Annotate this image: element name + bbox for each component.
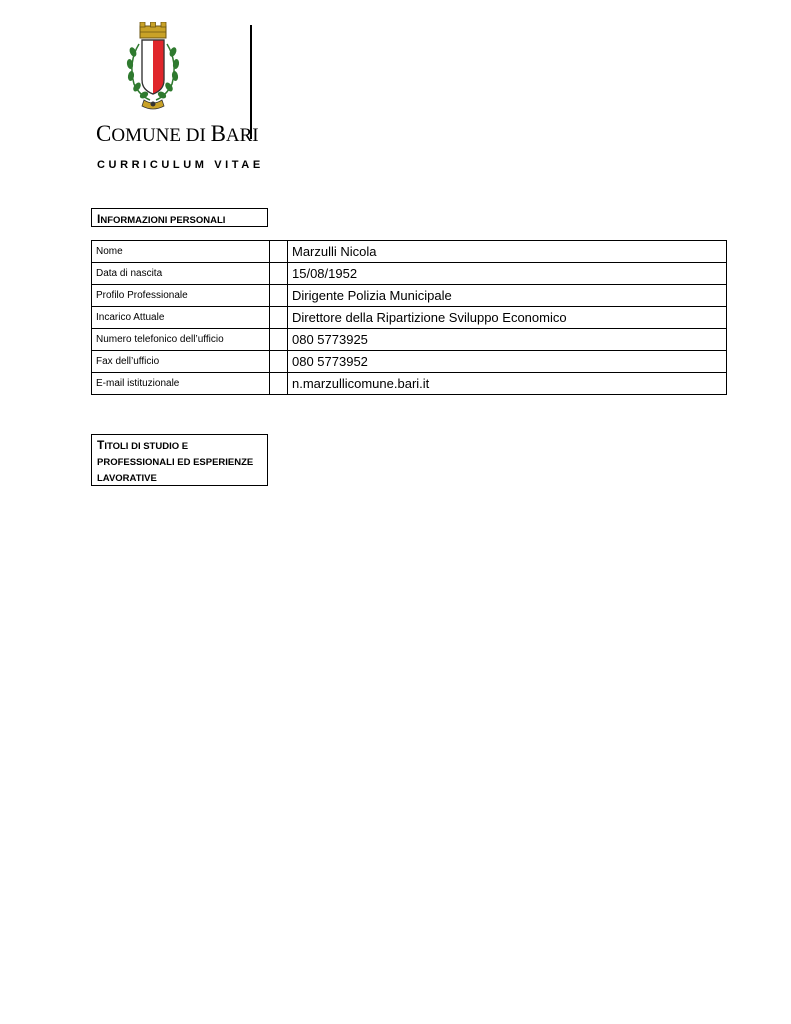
table-row	[92, 285, 727, 307]
row-spacer	[270, 329, 288, 351]
document-title: CURRICULUM VITAE	[97, 159, 264, 171]
row-spacer	[270, 351, 288, 373]
row-label: Numero telefonico dell’ufficio	[92, 329, 270, 351]
row-value: Direttore della Ripartizione Sviluppo Economico	[288, 307, 727, 329]
row-spacer	[270, 263, 288, 285]
table-row	[92, 307, 727, 329]
org-name-part-1: OMUNE DI	[111, 125, 211, 146]
org-name-initial-b: B	[210, 121, 226, 146]
row-value: 080 5773952	[288, 351, 727, 373]
row-label: Profilo Professionale	[92, 285, 270, 307]
row-label: Fax dell’ufficio	[92, 351, 270, 373]
table-row	[92, 373, 727, 395]
section-heading-text: ITOLI DI STUDIO E PROFESSIONALI ED ESPERIENZE LAVORATIVE	[97, 441, 254, 484]
coat-of-arms-icon	[120, 22, 186, 114]
row-value: Dirigente Polizia Municipale	[288, 285, 727, 307]
row-value: n.marzullicomune.bari.it	[288, 373, 727, 395]
row-spacer	[270, 373, 288, 395]
row-label: E-mail istituzionale	[92, 373, 270, 395]
table-row	[92, 263, 727, 285]
row-value: 080 5773925	[288, 329, 727, 351]
row-spacer	[270, 241, 288, 263]
row-value: 15/08/1952	[288, 263, 727, 285]
section-personal-info-heading	[91, 208, 268, 227]
org-name-initial-c: C	[96, 121, 112, 146]
row-label: Incarico Attuale	[92, 307, 270, 329]
section-heading-cap: T	[97, 438, 105, 452]
table-row	[92, 241, 727, 263]
row-spacer	[270, 307, 288, 329]
row-value: Marzulli Nicola	[288, 241, 727, 263]
row-label: Nome	[92, 241, 270, 263]
row-label: Data di nascita	[92, 263, 270, 285]
organization-name	[96, 121, 259, 147]
section-education-heading	[91, 434, 268, 486]
personal-info-table	[91, 240, 727, 395]
section-heading-cap: I	[97, 212, 101, 226]
coat-of-arms-logo	[120, 22, 186, 114]
section-heading-text: NFORMAZIONI PERSONALI	[100, 215, 226, 226]
table-row	[92, 351, 727, 373]
table-row	[92, 329, 727, 351]
row-spacer	[270, 285, 288, 307]
org-name-part-2: ARI	[225, 125, 259, 146]
